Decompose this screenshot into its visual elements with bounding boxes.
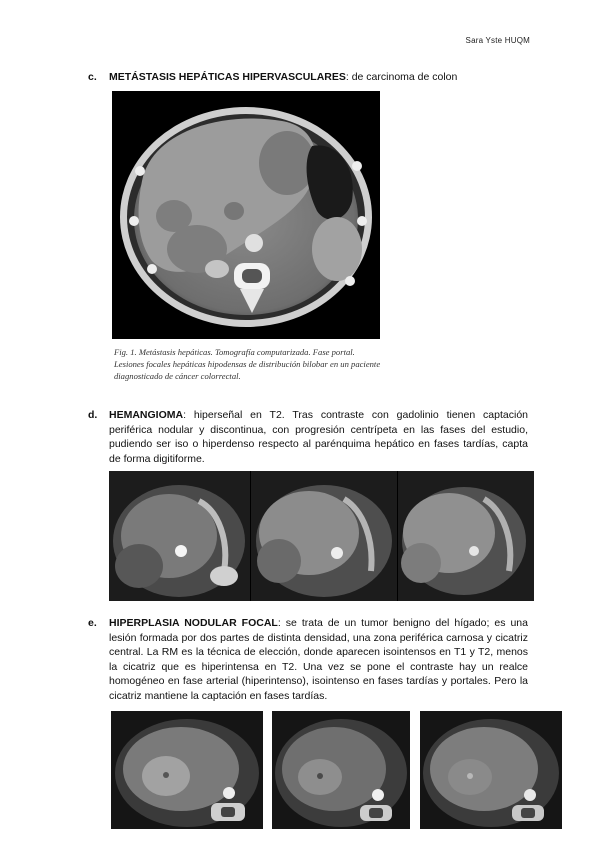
section-d-text: : hiperseñal en T2. Tras contraste con gadolinio tienen captación periférica nodular y discontinua, con progresión centrípeta en las fases del estudio, pudiendo ser iso o hiperdenso respecto al parénquima hepático en fases tardías, capta de forma digitiforme. <box>109 409 528 465</box>
section-c-title: METÁSTASIS HEPÁTICAS HIPERVASCULARES <box>109 71 346 83</box>
section-e-text: : se trata de un tumor benigno del hígado; es una lesión formada por dos partes de distinta densidad, una zona periférica carnosa y cicatriz central. La RM es la técnica de elección, donde aparecen isointensos en T1 y T2, menos la cicatriz que es hiperintensa en T2. Una vez se pone el contraste hay un realce homogéneo en fase arterial (hiperintenso), isointenso en fases tardías y portales. Pero la cicatriz mantiene la captación en fases tardías. <box>109 617 528 702</box>
section-d-body <box>109 408 528 466</box>
section-c-body <box>109 70 528 85</box>
hemangioma-panel-2 <box>251 471 397 601</box>
fnh-mri-image-1 <box>111 711 263 829</box>
fnh-mri-image-3 <box>420 711 562 829</box>
hemangioma-panel-3 <box>398 471 534 601</box>
section-e-body <box>109 616 528 704</box>
fnh-mri-image-2 <box>272 711 410 829</box>
hemangioma-panel-1 <box>109 471 250 601</box>
hemangioma-mri-strip <box>109 471 534 601</box>
page-header-author: Sara Yste HUQM <box>465 36 530 45</box>
section-d <box>88 408 528 466</box>
section-d-letter: d. <box>88 409 98 421</box>
section-e <box>88 616 528 704</box>
section-e-letter: e. <box>88 617 97 629</box>
section-c-letter: c. <box>88 71 97 83</box>
section-d-title: HEMANGIOMA <box>109 409 184 421</box>
section-c-text: : de carcinoma de colon <box>345 71 458 83</box>
figure-caption: Fig. 1. Metástasis hepáticas. Tomografía computarizada. Fase portal. Lesiones focales hepáticas hipodensas de distribución bilobar en un paciente diagnosticado de cáncer colorrectal. <box>114 347 381 381</box>
section-e-title: HIPERPLASIA NODULAR FOCAL <box>109 617 278 629</box>
section-c <box>88 70 528 85</box>
ct-liver-metastases-image <box>112 91 380 339</box>
